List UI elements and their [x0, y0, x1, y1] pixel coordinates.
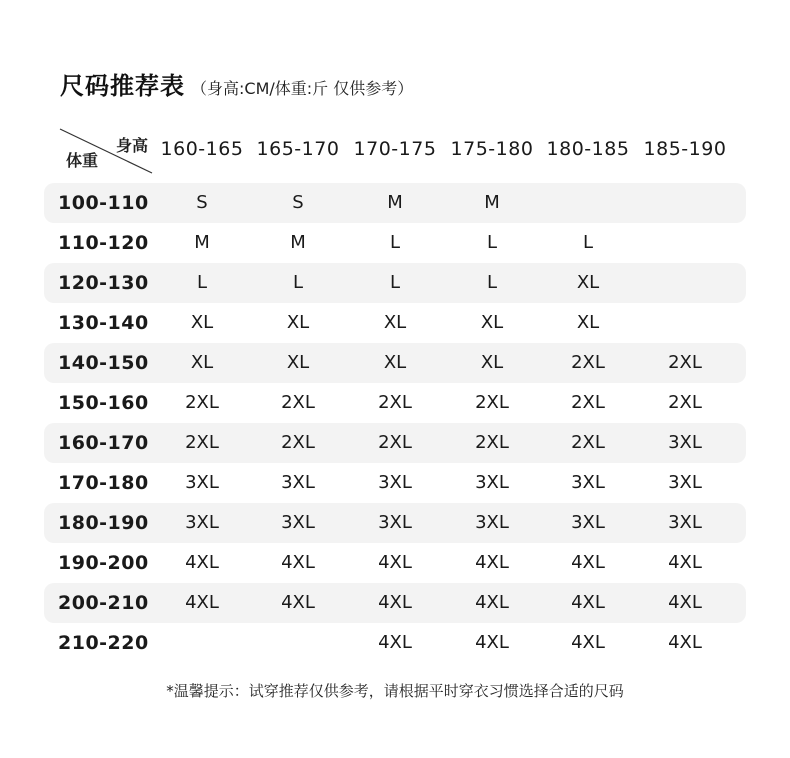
size-cell: S — [292, 192, 304, 213]
size-cell: 3XL — [378, 472, 412, 493]
size-cell: 4XL — [571, 552, 605, 573]
corner-height-label: 身高 — [115, 136, 148, 155]
table-row — [44, 423, 746, 463]
size-cell: S — [196, 192, 208, 213]
size-cell: 4XL — [571, 592, 605, 613]
row-weight-label: 120-130 — [58, 272, 149, 294]
row-weight-label: 100-110 — [58, 192, 149, 214]
size-cell: L — [389, 232, 401, 253]
size-cell: 3XL — [378, 512, 412, 533]
size-cell: 3XL — [281, 472, 315, 493]
row-weight-label: 110-120 — [58, 232, 149, 254]
size-cell: XL — [576, 312, 600, 333]
size-cell: 2XL — [475, 432, 509, 453]
size-cell: 3XL — [668, 512, 702, 533]
table-row — [44, 343, 746, 383]
column-header-height: 170-175 — [353, 138, 437, 160]
size-cell: 2XL — [185, 432, 219, 453]
size-cell: 2XL — [571, 392, 605, 413]
column-header-height: 165-170 — [256, 138, 340, 160]
table-row — [44, 383, 746, 423]
size-chart-title — [60, 66, 413, 101]
row-weight-label: 210-220 — [58, 632, 149, 654]
size-cell: XL — [576, 272, 600, 293]
column-header-height: 185-190 — [643, 138, 727, 160]
size-cell: XL — [286, 312, 310, 333]
row-weight-label: 180-190 — [58, 512, 149, 534]
size-cell: 2XL — [668, 352, 702, 373]
size-cell: XL — [480, 352, 504, 373]
size-cell: XL — [286, 352, 310, 373]
size-cell: M — [194, 232, 210, 253]
size-cell: 4XL — [475, 632, 509, 653]
row-weight-label: 200-210 — [58, 592, 149, 614]
size-cell: XL — [190, 312, 214, 333]
size-cell: 3XL — [668, 432, 702, 453]
size-cell: L — [196, 272, 208, 293]
size-cell: 2XL — [475, 392, 509, 413]
size-cell: 4XL — [378, 592, 412, 613]
row-weight-label: 150-160 — [58, 392, 149, 414]
size-cell: 3XL — [185, 472, 219, 493]
size-cell: L — [486, 272, 498, 293]
table-row — [44, 303, 746, 343]
row-weight-label: 130-140 — [58, 312, 149, 334]
size-cell: M — [387, 192, 403, 213]
size-cell: 2XL — [185, 392, 219, 413]
size-cell: 3XL — [475, 472, 509, 493]
size-cell: XL — [480, 312, 504, 333]
size-cell: 4XL — [378, 552, 412, 573]
table-row — [44, 583, 746, 623]
table-row — [44, 543, 746, 583]
footnote: *温馨提示：试穿推荐仅供参考，请根据平时穿衣习惯选择合适的尺码 — [166, 682, 624, 700]
size-cell: XL — [383, 352, 407, 373]
size-cell: 2XL — [281, 392, 315, 413]
size-cell: 2XL — [571, 352, 605, 373]
size-cell: 4XL — [668, 592, 702, 613]
title-main: 尺码推荐表 — [60, 72, 185, 100]
size-cell: 3XL — [571, 472, 605, 493]
size-cell: 4XL — [668, 552, 702, 573]
table-row — [44, 263, 746, 303]
size-cell: XL — [190, 352, 214, 373]
size-cell: 2XL — [571, 432, 605, 453]
column-header-height: 180-185 — [546, 138, 630, 160]
row-weight-label: 160-170 — [58, 432, 149, 454]
size-cell: 3XL — [475, 512, 509, 533]
size-cell: 4XL — [281, 592, 315, 613]
size-cell: 2XL — [378, 392, 412, 413]
size-cell: 3XL — [185, 512, 219, 533]
size-cell: M — [290, 232, 306, 253]
size-cell: 4XL — [475, 592, 509, 613]
size-cell: 2XL — [668, 392, 702, 413]
size-cell: M — [484, 192, 500, 213]
row-weight-label: 190-200 — [58, 552, 149, 574]
table-corner-header — [58, 127, 154, 175]
size-cell: L — [486, 232, 498, 253]
table-row — [44, 183, 746, 223]
corner-weight-label: 体重 — [66, 151, 99, 170]
row-weight-label: 140-150 — [58, 352, 149, 374]
column-header-height: 160-165 — [160, 138, 244, 160]
size-cell: L — [389, 272, 401, 293]
size-cell: 4XL — [668, 632, 702, 653]
table-row — [44, 623, 746, 663]
column-header-height: 175-180 — [450, 138, 534, 160]
size-cell: 4XL — [475, 552, 509, 573]
size-cell: 3XL — [668, 472, 702, 493]
size-cell: 2XL — [281, 432, 315, 453]
size-cell: 3XL — [281, 512, 315, 533]
table-row — [44, 503, 746, 543]
size-cell: L — [582, 232, 594, 253]
size-cell: 2XL — [378, 432, 412, 453]
row-weight-label: 170-180 — [58, 472, 149, 494]
size-cell: XL — [383, 312, 407, 333]
size-cell: 4XL — [281, 552, 315, 573]
title-subtitle: （身高:CM/体重:斤 仅供参考） — [191, 79, 414, 98]
table-row — [44, 463, 746, 503]
size-cell: 3XL — [571, 512, 605, 533]
size-cell: 4XL — [378, 632, 412, 653]
size-cell: 4XL — [185, 592, 219, 613]
size-cell: L — [292, 272, 304, 293]
table-row — [44, 223, 746, 263]
size-cell: 4XL — [185, 552, 219, 573]
size-cell: 4XL — [571, 632, 605, 653]
